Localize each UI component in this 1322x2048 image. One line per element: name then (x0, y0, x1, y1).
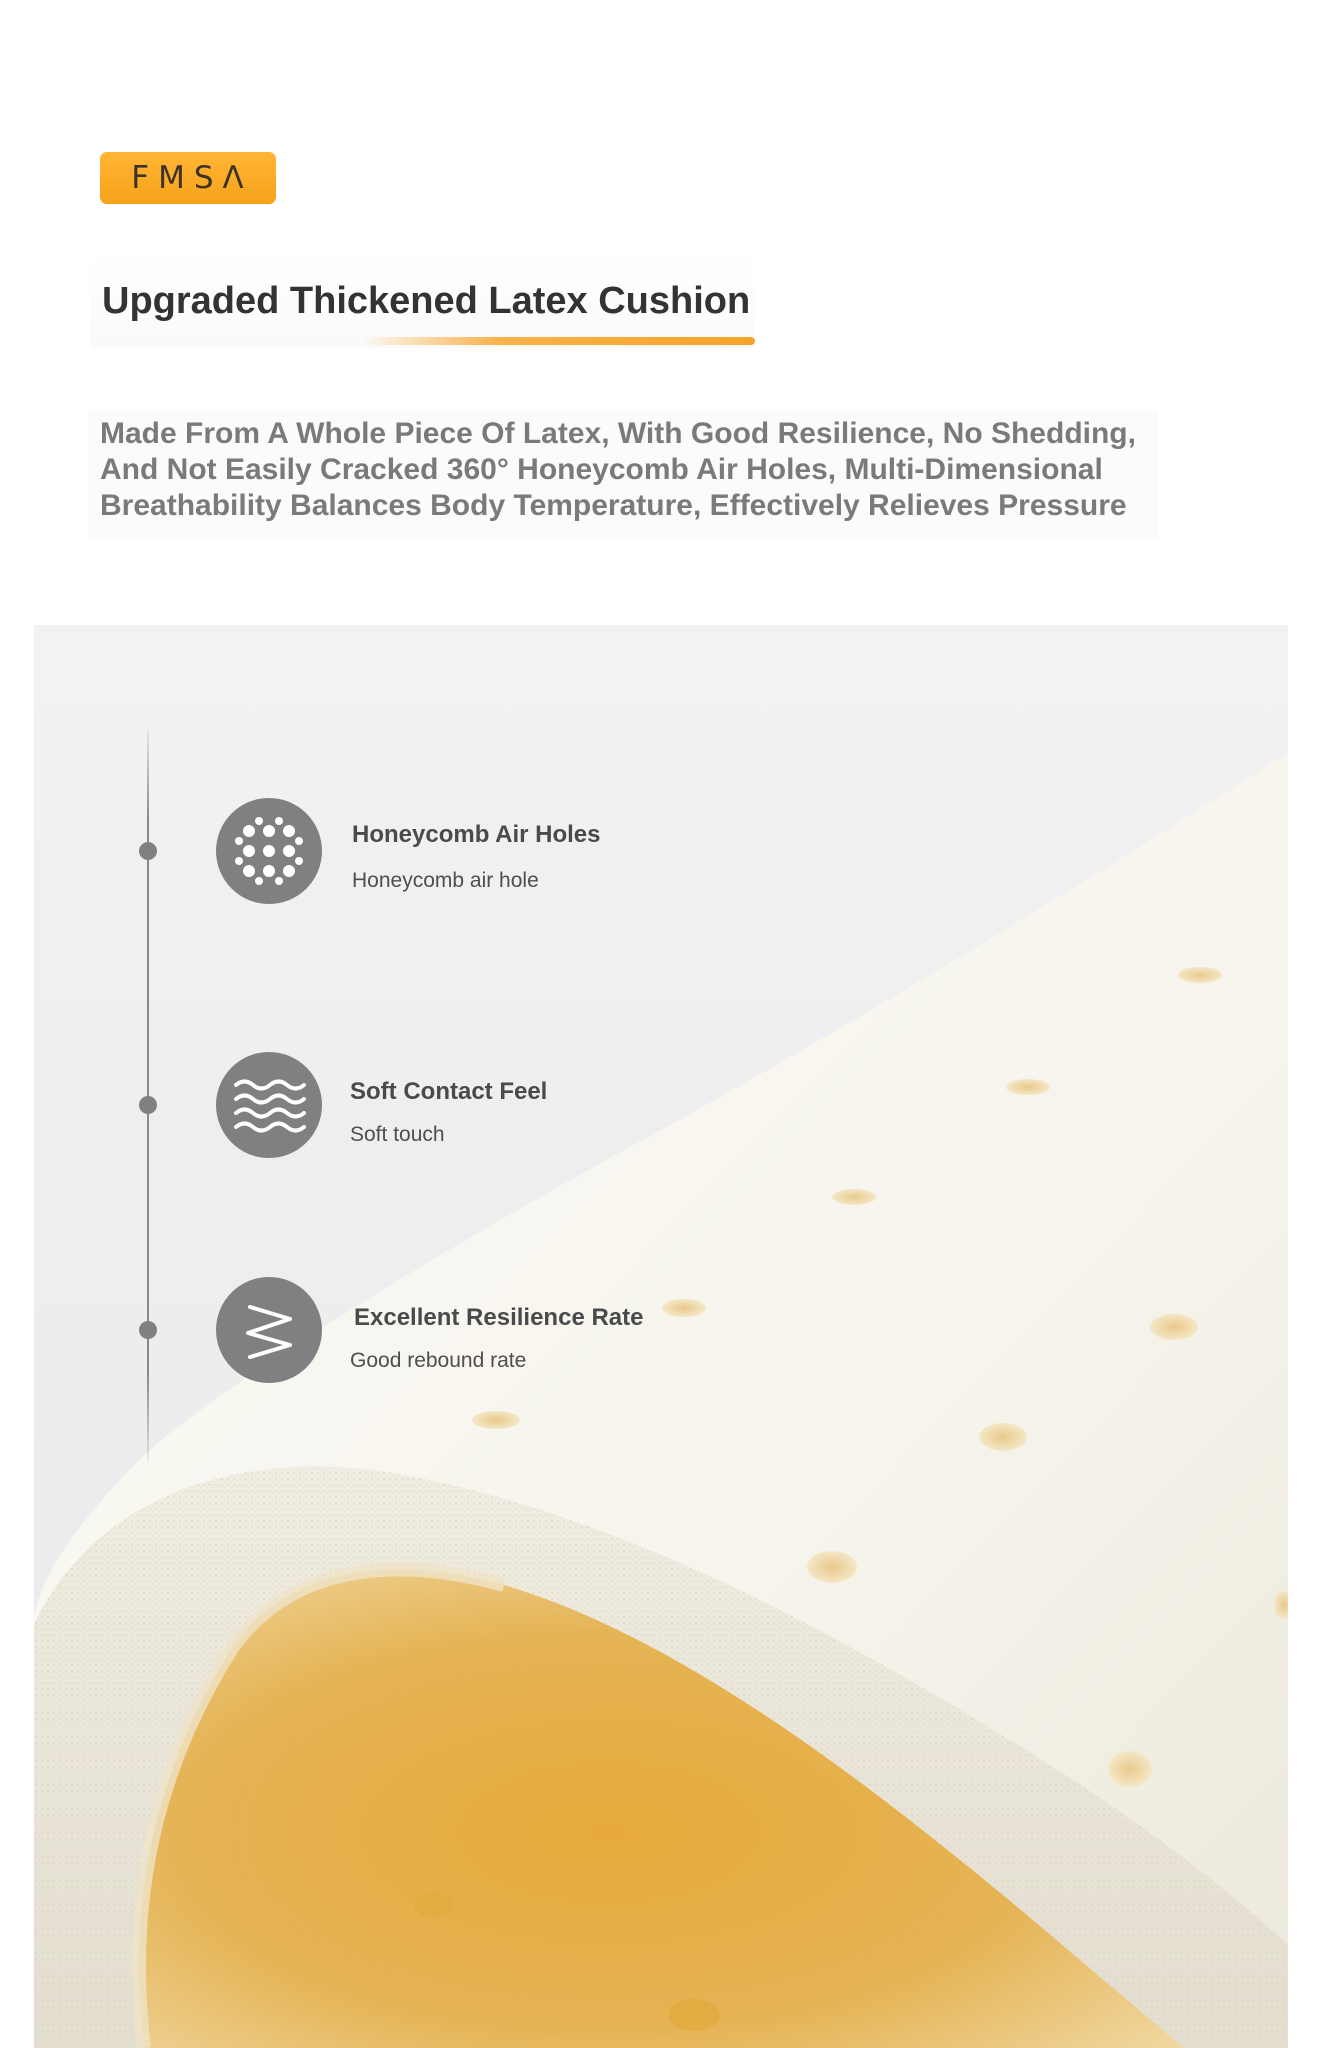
timeline-dot (139, 1321, 157, 1339)
zigzag-spring-icon (216, 1277, 322, 1383)
feature-subtitle: Good rebound rate (350, 1349, 527, 1372)
description-block (88, 410, 1158, 538)
feature-subtitle: Honeycomb air hole (352, 869, 539, 892)
feature-subtitle: Soft touch (350, 1123, 445, 1146)
feature-title: Honeycomb Air Holes (352, 821, 601, 848)
headline-block (90, 252, 755, 348)
product-description: Made From A Whole Piece Of Latex, With Good Resilience, No Shedding, And Not Easily Cracked 360° Honeycomb Air Holes, Multi-Dimensional Breathability Balances Body Temperature, Effectively Relieves Pressure (100, 417, 1136, 522)
page-title: Upgraded Thickened Latex Cushion (102, 280, 751, 322)
honeycomb-dots-icon (216, 798, 322, 904)
product-hero-image (34, 625, 1288, 2048)
feature-title: Soft Contact Feel (350, 1078, 548, 1105)
timeline-dot (139, 842, 157, 860)
timeline-dot (139, 1096, 157, 1114)
wave-lines-icon (216, 1052, 322, 1158)
feature-title: Excellent Resilience Rate (354, 1304, 644, 1331)
brand-badge (100, 152, 276, 204)
title-underline (360, 337, 755, 345)
brand-logo: FMSΛ (131, 160, 253, 196)
